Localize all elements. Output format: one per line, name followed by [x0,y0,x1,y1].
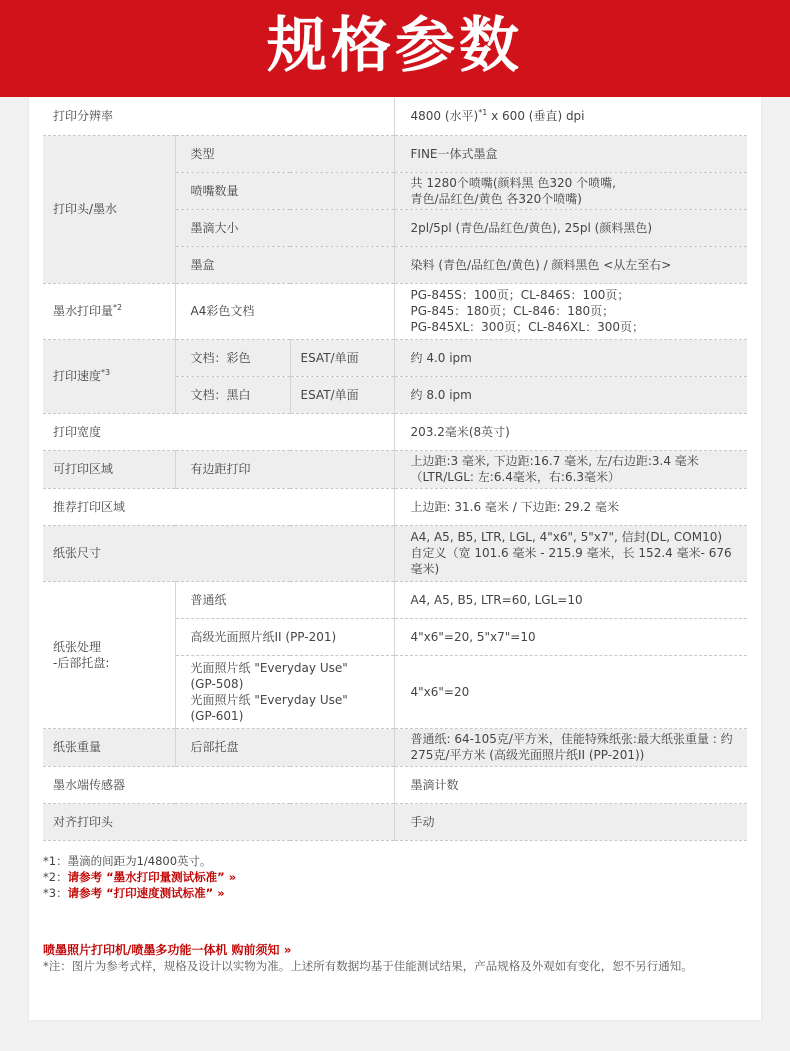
spec-value: 约 4.0 ipm [394,339,747,376]
purchase-notice-link[interactable]: 喷墨照片打印机/喷墨多功能一体机 购前须知 » [43,943,292,957]
spec-label: 纸张处理 -后部托盘: [43,581,175,728]
spec-label: 可打印区域 [43,450,175,488]
spec-sublabel: 墨滴大小 [175,209,394,246]
spec-row-resolution [43,98,747,135]
spec-row-yield [43,283,747,339]
spec-row-paper-plain [43,581,747,618]
spec-row-printable [43,450,747,488]
spec-value: 约 8.0 ipm [394,376,747,413]
spec-sublabel: A4彩色文档 [175,283,394,339]
spec-value: 染料 (青色/品红色/黄色) / 颜料黑色 <从左至右> [394,246,747,283]
spec-value: 2pl/5pl (青色/品红色/黄色), 25pl (颜料黑色) [394,209,747,246]
yield-standard-link[interactable]: 请参考 “墨水打印量测试标准” » [67,870,237,884]
spec-value: 4"x6"=20 [394,655,747,728]
spec-sublabel: 文档：彩色 [175,339,290,376]
spec-label: 纸张重量 [43,728,175,766]
spec-label: 推荐打印区域 [43,488,394,525]
spec-row-recommended [43,488,747,525]
spec-value: FINE一体式墨盒 [394,135,747,172]
spec-value: A4, A5, B5, LTR, LGL, 4"x6", 5"x7", 信封(DL, COM10) 自定义（宽 101.6 毫米 - 215.9 毫米，长 152.4 毫米- 676 毫米) [394,525,747,581]
spec-sublabel: 光面照片纸 "Everyday Use" (GP-508) 光面照片纸 "Everyday Use" (GP-601) [175,655,394,728]
spec-value: 4800 (水平)$^{*1}$ x 600 (垂直) dpi [394,98,747,135]
spec-row-weight [43,728,747,766]
spec-sublabel: 普通纸 [175,581,394,618]
spec-label: 墨水端传感器 [43,766,394,803]
spec-value: A4, A5, B5, LTR=60, LGL=10 [394,581,747,618]
spec-value: 上边距: 31.6 毫米 / 下边距: 29.2 毫米 [394,488,747,525]
spec-label: 打印头/墨水 [43,135,175,283]
spec-sublabel: 墨盒 [175,246,394,283]
spec-sublabel: 类型 [175,135,394,172]
spec-row-speed-color [43,339,747,376]
spec-sublabel: 有边距打印 [175,450,394,488]
spec-value: 墨滴计数 [394,766,747,803]
spec-table [43,98,747,841]
spec-value: 上边距:3 毫米, 下边距:16.7 毫米, 左/右边距:3.4 毫米 （LTR/LGL: 左:6.4毫米，右:6.3毫米） [394,450,747,488]
spec-row-sensor [43,766,747,803]
spec-mode: ESAT/单面 [290,339,394,376]
footnote-1: *1：墨滴的间距为1/4800英寸。 [43,854,212,868]
spec-value: 共 1280个喷嘴(颜料黑 色320 个喷嘴, 青色/品红色/黄色 各320个喷嘴) [394,172,747,209]
spec-label: 打印宽度 [43,413,394,450]
speed-standard-link[interactable]: 请参考 “打印速度测试标准” » [67,886,225,900]
spec-label: 打印速度$^{*3}$ [43,339,175,413]
spec-value: 4"x6"=20, 5"x7"=10 [394,618,747,655]
footnote-3: *3：请参考 “打印速度测试标准” » [43,886,225,900]
spec-row-paper-size [43,525,747,581]
spec-sublabel: 后部托盘 [175,728,394,766]
spec-value: 203.2毫米(8英寸) [394,413,747,450]
spec-value: PG-845S：100页；CL-846S：100页； PG-845：180页；CL-846：180页； PG-845XL：300页；CL-846XL：300页； [394,283,747,339]
spec-value: 普通纸: 64-105克/平方米，佳能特殊纸张:最大纸张重量 : 约 275克/平方米 (高级光面照片纸II (PP-201)) [394,728,747,766]
spec-label: 墨水打印量$^{*2}$ [43,283,175,339]
spec-sublabel: 高级光面照片纸II (PP-201) [175,618,394,655]
spec-sublabel: 文档：黑白 [175,376,290,413]
spec-label: 纸张尺寸 [43,525,394,581]
spec-value: 手动 [394,803,747,840]
spec-sublabel: 喷嘴数量 [175,172,394,209]
disclaimer: *注：图片为参考式样，规格及设计以实物为准。上述所有数据均基于佳能测试结果，产品规格及外观如有变化，恕不另行通知。 [43,959,693,973]
header-banner [0,0,790,97]
footnote-2: *2：请参考 “墨水打印量测试标准” » [43,870,237,884]
page-title: 规格参数 [267,11,523,81]
spec-row-width [43,413,747,450]
spec-mode: ESAT/单面 [290,376,394,413]
footnotes [43,853,747,901]
spec-row-printhead-type [43,135,747,172]
spec-row-alignment [43,803,747,840]
spec-card [29,97,761,1020]
spec-label: 打印分辨率 [43,98,394,135]
spec-label: 对齐打印头 [43,803,394,840]
